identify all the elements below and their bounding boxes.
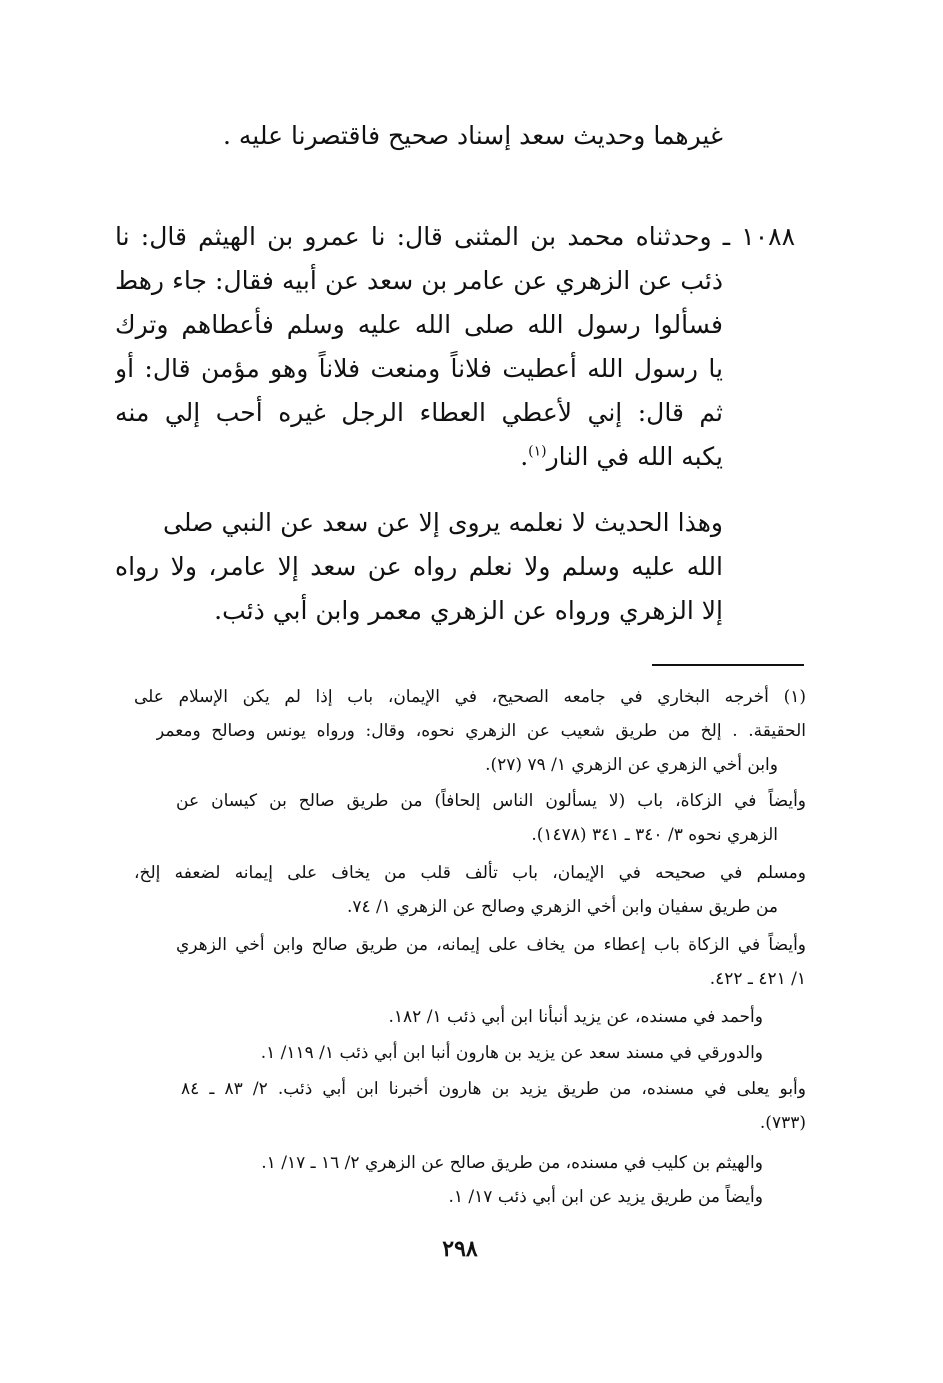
footnote-line-4: وأيضاً في الزكاة، باب (لا يسألون الناس إلحافاً) من طريق صالح بن كيسان عن — [176, 791, 806, 811]
footnote-line-5: الزهري نحوه ٣/ ٣٤٠ ـ ٣٤١ (١٤٧٨). — [531, 825, 778, 845]
footnote-line-14: والهيثم بن كليب في مسنده، من طريق صالح عن الزهري ٢/ ١٦ ـ ١٧/ ١. — [261, 1153, 763, 1173]
footnote-line-2: الحقيقة. . إلخ من طريق شعيب عن الزهري نحوه، وقال: ورواه يونس وصالح ومعمر — [156, 721, 806, 741]
footnote-line-13: (٧٣٣). — [759, 1113, 806, 1133]
main-text-line-9: الله عليه وسلم ولا نعلم رواه عن سعد إلا عامر، ولا رواه — [115, 552, 723, 581]
main-text-line-5: يا رسول الله أعطيت فلاناً ومنعت فلاناً وهو مؤمن قال: أو — [115, 354, 723, 383]
main-text-line-3: ذئب عن الزهري عن عامر بن سعد عن أبيه فقال: جاء رهط — [115, 266, 723, 295]
footnote-line-8: وأيضاً في الزكاة باب إعطاء من يخاف على إيمانه، من طريق صالح وابن أخي الزهري — [176, 935, 806, 955]
footnote-line-12: وأبو يعلى في مسنده، من طريق يزيد بن هارون أخبرنا ابن أبي ذئب. ٢/ ٨٣ ـ ٨٤ — [181, 1079, 806, 1099]
page-number: ٢٩٨ — [442, 1236, 478, 1262]
main-text-line-7-text: يكبه الله في النار — [546, 442, 723, 471]
footnote-line-9: ١/ ٤٢١ ـ ٤٢٢. — [709, 969, 806, 989]
footnote-line-15: وأيضاً من طريق يزيد عن ابن أبي ذئب ١٧/ ١. — [448, 1187, 763, 1207]
footnote-separator — [652, 664, 804, 666]
footnote-line-7: من طريق سفيان وابن أخي الزهري وصالح عن الزهري ١/ ٧٤. — [346, 897, 778, 917]
main-text-line-4: فسألوا رسول الله صلى الله عليه وسلم فأعطاهم وترك — [115, 310, 723, 339]
main-text-line-7-end: . — [520, 442, 529, 471]
hadith-number-line: ١٠٨٨ ـ وحدثناه محمد بن المثنى قال: نا عمرو بن الهيثم قال: نا — [115, 222, 795, 251]
footnote-line-11: والدورقي في مسند سعد عن يزيد بن هارون أنبا ابن أبي ذئب ١/ ١١٩/ ١. — [260, 1043, 763, 1063]
footnote-line-3: وابن أخي الزهري عن الزهري ١/ ٧٩ (٢٧). — [485, 755, 778, 775]
footnote-line-6: ومسلم في صحيحه في الإيمان، باب تألف قلب من يخاف على إيمانه لضعفه إلخ، — [134, 863, 806, 883]
main-text-line-1: غيرهما وحديث سعد إسناد صحيح فاقتصرنا عليه . — [222, 121, 723, 150]
main-text-line-10: إلا الزهري ورواه عن الزهري معمر وابن أبي ذئب. — [214, 596, 723, 625]
footnote-line-10: وأحمد في مسنده، عن يزيد أنبأنا ابن أبي ذئب ١/ ١٨٢. — [388, 1007, 763, 1027]
footnote-line-1: (١) أخرجه البخاري في جامعه الصحيح، في الإيمان، باب إذا لم يكن الإسلام على — [134, 687, 806, 707]
main-text-line-6: ثم قال: إني لأعطي العطاء الرجل غيره أحب إلي منه — [115, 398, 723, 427]
footnote-marker: (١) — [528, 443, 547, 460]
main-text-line-8: وهذا الحديث لا نعلمه يروى إلا عن سعد عن النبي صلى — [163, 508, 723, 537]
main-text-line-7 — [115, 434, 723, 480]
